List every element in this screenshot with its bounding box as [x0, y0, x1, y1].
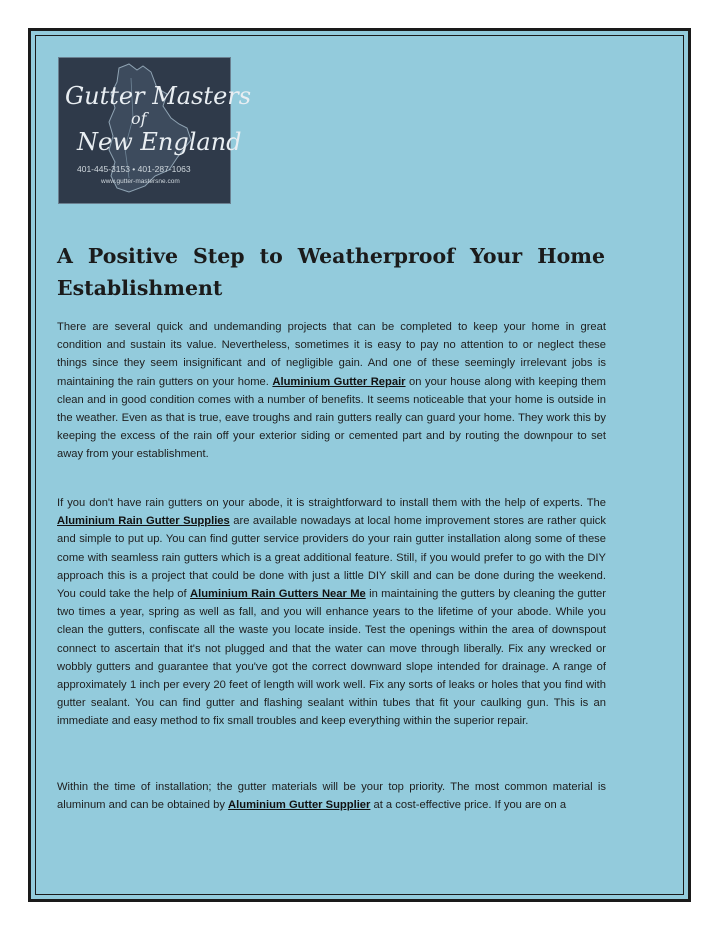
paragraph-text: Within the time of installation; the gutter materials will be your top priority. The most common material is aluminum and can be obtained by — [57, 781, 606, 812]
paragraph-text: in maintaining the gutters by cleaning the gutter two times a year, spring as well as fall, and you will enhance years to the lifetime of your abode. While you clean the gutters, confiscate all the waste you locate inside. Test the openings within the area of downspout connect to ascertain that it's not plugged and that the water can move through liberally. Fix any wrecked or wobbly gutters and guarantee that you've got the correct downward slope intended for drainage. A range of approximately 1 inch per every 20 feet of length will work well. Fix any sorts of leaks or holes that you find with gutter sealant. You can find gutter and flashing sealant within tubes that fit your caulking gun. This is an immediate and easy method to fix small troubles and keep everything within the superior repair. — [57, 588, 606, 728]
article-paragraph-1 — [57, 318, 606, 464]
link-aluminium-rain-gutters-near-me[interactable]: Aluminium Rain Gutters Near Me — [190, 588, 366, 601]
paragraph-text: on your house along with keeping them clean and in good condition comes with a number of benefits. It seems noticeable that your home is outside in the weather. Even as that is true, eave troughs and rain gutters really can guard your home. They work this by keeping the excess of the rain off your exterior siding or cemented part and by routing the downpour to set away from your establishment. — [57, 375, 607, 461]
article-paragraph-3 — [57, 778, 606, 814]
paragraph-text: There are several quick and undemanding projects that can be completed to keep your home in great condition and sustain its value. Nevertheless, sometimes it is easy to pay no attention to or neglect these things since they seem insignificant and of negligible gain. And one of these seemingly irrelevant jobs is maintaining the rain gutters on your home. — [57, 321, 606, 388]
link-aluminium-gutter-repair[interactable]: Aluminium Gutter Repair — [272, 375, 406, 388]
paragraph-text: at a cost-effective price. If you are on a — [370, 799, 567, 812]
logo-graphic — [59, 58, 252, 203]
article-title: A Positive Step to Weatherproof Your Home Establishment — [57, 244, 605, 300]
logo-line2: of — [131, 109, 147, 128]
logo-website: www.gutter-mastersne.com — [101, 178, 180, 185]
paragraph-text: are available nowadays at local home improvement stores are rather quick and simple to put up. You can find gutter service providers do your rain gutter installation along some of these come with seamless rain gutters which is a great additional feature. Still, if you would prefer to go with the DIY approach this is a project that could be done with just a little DIY skill and can be done during the weekend. You could take the help of — [57, 515, 606, 601]
logo-line3: New England — [77, 128, 242, 156]
link-aluminium-gutter-supplier[interactable]: Aluminium Gutter Supplier — [228, 799, 371, 812]
logo-phones: 401-445-3153 • 401-287-1063 — [77, 164, 191, 174]
logo-line1: Gutter Masters — [65, 82, 252, 110]
article-paragraph-2 — [57, 494, 606, 731]
paragraph-text: If you don't have rain gutters on your abode, it is straightforward to install them with the help of experts. The — [57, 497, 606, 509]
company-logo — [58, 57, 252, 204]
link-aluminium-rain-gutter-supplies[interactable]: Aluminium Rain Gutter Supplies — [57, 515, 230, 528]
